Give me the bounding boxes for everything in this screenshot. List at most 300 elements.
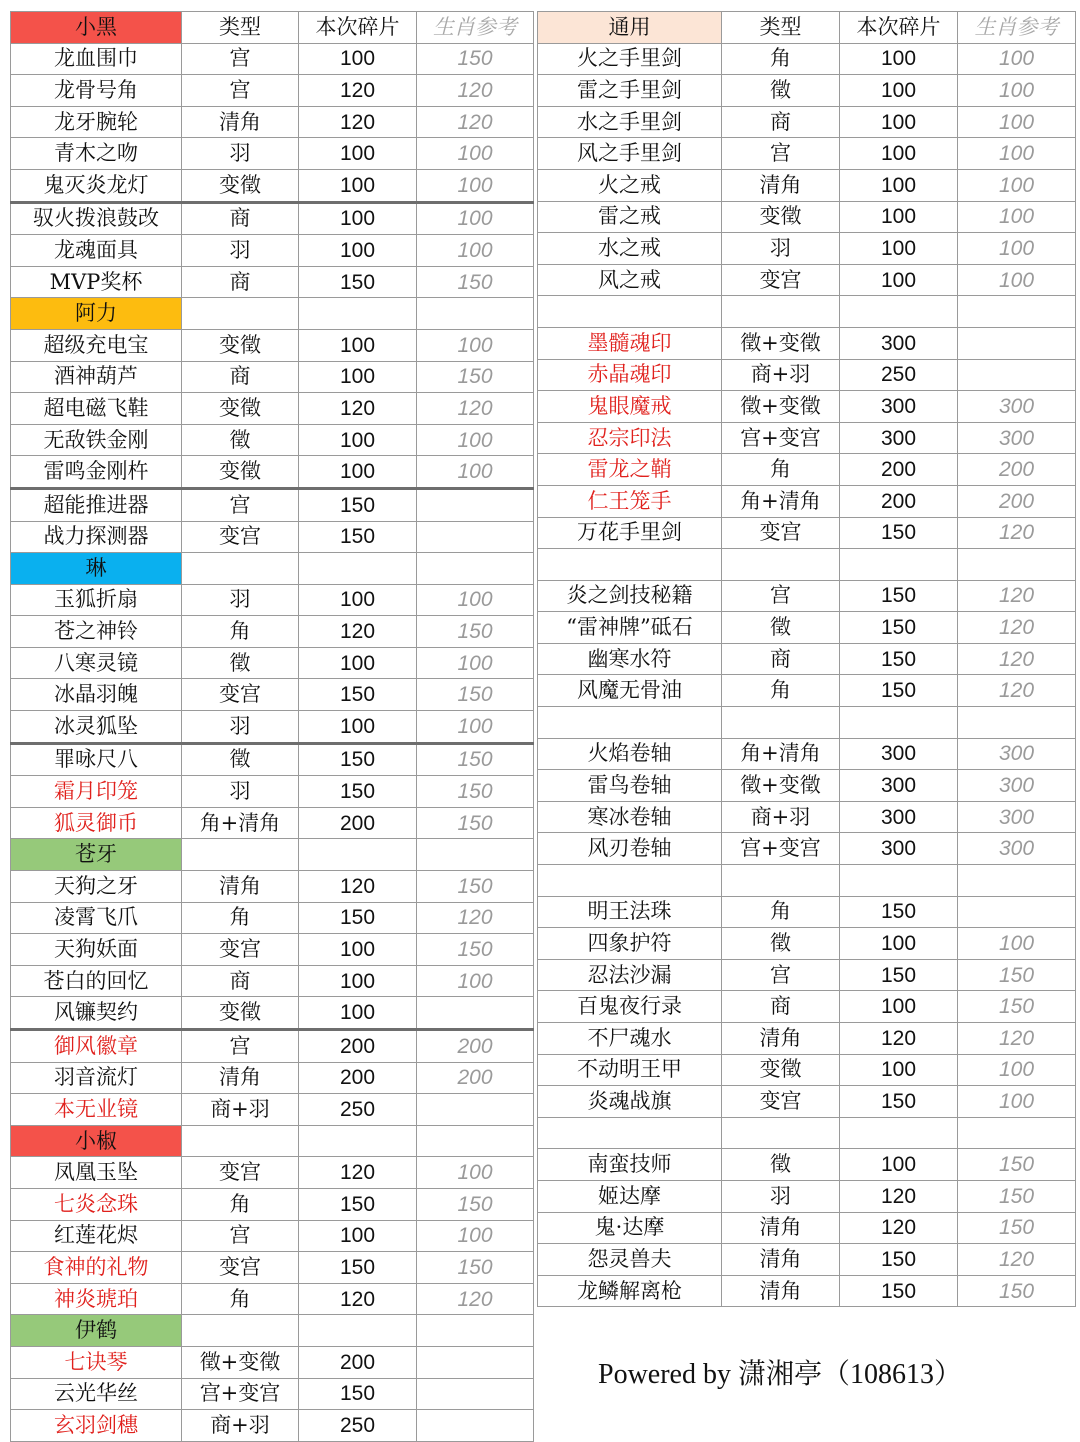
item-reference: 150: [417, 1188, 534, 1220]
item-reference: 120: [417, 902, 534, 934]
table-row: [11, 424, 534, 456]
item-reference: 100: [958, 106, 1076, 138]
item-reference: [958, 327, 1076, 359]
item-name: 不尸魂水: [538, 1023, 722, 1055]
item-name: 凌霄飞爪: [11, 902, 182, 934]
item-reference: [417, 521, 534, 553]
table-row: [538, 201, 1076, 233]
item-type: 商: [182, 266, 299, 298]
item-reference: 100: [417, 456, 534, 489]
item-type: 变宫: [182, 679, 299, 711]
item-name: 仁王笼手: [538, 485, 722, 517]
item-reference: 120: [958, 517, 1076, 549]
item-name: 鬼灭炎龙灯: [11, 169, 182, 202]
item-reference: 150: [417, 679, 534, 711]
table-row: [538, 233, 1076, 265]
column-header-count: 本次碎片: [840, 12, 958, 44]
item-count: 120: [299, 393, 417, 425]
item-name: 风刃卷轴: [538, 833, 722, 865]
column-header-reference: [417, 553, 534, 585]
table-row: [11, 202, 534, 235]
item-count: 120: [299, 616, 417, 648]
item-type: 羽: [182, 711, 299, 744]
item-type: 宫: [182, 1220, 299, 1252]
item-name: 狐灵御币: [11, 807, 182, 839]
section-header-row: [11, 839, 534, 871]
table-row: [538, 296, 1076, 328]
item-name: 罪咏尺八: [11, 743, 182, 776]
item-reference: [958, 896, 1076, 928]
item-count: 100: [299, 934, 417, 966]
column-header-type: [182, 298, 299, 330]
item-type: 角: [182, 616, 299, 648]
item-reference: [417, 488, 534, 521]
item-type: 宫+变宫: [182, 1378, 299, 1410]
table-row: [11, 1062, 534, 1094]
item-name: [538, 296, 722, 328]
item-count: 150: [840, 612, 958, 644]
item-reference: 150: [417, 616, 534, 648]
column-header-type: 类型: [182, 12, 299, 44]
item-reference: 150: [958, 991, 1076, 1023]
item-count: 200: [840, 485, 958, 517]
item-name: 寒冰卷轴: [538, 801, 722, 833]
item-type: 变徵: [722, 201, 840, 233]
item-type: 变宫: [722, 264, 840, 296]
item-reference: 100: [417, 584, 534, 616]
item-count: [840, 865, 958, 897]
table-row: [11, 934, 534, 966]
column-header-reference: 生肖参考: [958, 12, 1076, 44]
item-type: 变宫: [182, 521, 299, 553]
item-type: 商: [182, 361, 299, 393]
item-type: 角: [722, 454, 840, 486]
column-header-type: [182, 553, 299, 585]
column-header-count: 本次碎片: [299, 12, 417, 44]
table-row: [538, 264, 1076, 296]
item-count: 150: [299, 902, 417, 934]
table-row: [538, 106, 1076, 138]
item-type: 羽: [182, 138, 299, 170]
column-header-type: [182, 1315, 299, 1347]
item-count: 100: [840, 169, 958, 201]
table-row: [11, 43, 534, 75]
item-name: 龙魂面具: [11, 235, 182, 267]
table-row: [11, 488, 534, 521]
table-row: [538, 549, 1076, 581]
item-type: 徵+变徵: [722, 770, 840, 802]
section-header-row: [11, 553, 534, 585]
item-count: 100: [299, 456, 417, 489]
item-name: 八寒灵镜: [11, 647, 182, 679]
item-type: 变徵: [182, 456, 299, 489]
table-row: [538, 612, 1076, 644]
item-name: 风镰契约: [11, 997, 182, 1030]
item-type: 宫+变宫: [722, 833, 840, 865]
item-count: 100: [299, 1220, 417, 1252]
item-count: 300: [840, 327, 958, 359]
item-reference: 150: [958, 959, 1076, 991]
item-count: 100: [840, 43, 958, 75]
table-row: [11, 965, 534, 997]
section-title: 琳: [11, 553, 182, 585]
item-reference: [958, 359, 1076, 391]
item-reference: 150: [417, 1252, 534, 1284]
item-name: 水之戒: [538, 233, 722, 265]
item-reference: [417, 1410, 534, 1442]
item-name: 火之戒: [538, 169, 722, 201]
item-type: [722, 296, 840, 328]
item-reference: 150: [417, 43, 534, 75]
item-type: 清角: [182, 1062, 299, 1094]
item-name: “雷神牌”砥石: [538, 612, 722, 644]
item-name: 姬达摩: [538, 1180, 722, 1212]
item-count: 300: [840, 738, 958, 770]
table-row: [538, 327, 1076, 359]
item-name: 战力探测器: [11, 521, 182, 553]
item-type: 商: [722, 991, 840, 1023]
table-row: [538, 1117, 1076, 1149]
table-row: [11, 106, 534, 138]
item-type: 变徵: [722, 1054, 840, 1086]
item-name: 万花手里剑: [538, 517, 722, 549]
item-reference: 150: [958, 1180, 1076, 1212]
table-row: [11, 361, 534, 393]
column-header-type: [182, 839, 299, 871]
table-row: [538, 1023, 1076, 1055]
item-count: 100: [299, 424, 417, 456]
item-count: 100: [840, 75, 958, 107]
item-type: 羽: [722, 1180, 840, 1212]
item-reference: 100: [417, 711, 534, 744]
item-name: 驭火拨浪鼓改: [11, 202, 182, 235]
item-name: 苍之神铃: [11, 616, 182, 648]
table-row: [538, 1275, 1076, 1307]
item-reference: 120: [417, 75, 534, 107]
item-type: 变宫: [722, 517, 840, 549]
item-reference: 100: [417, 1157, 534, 1189]
item-type: 商+羽: [182, 1410, 299, 1442]
item-name: [538, 549, 722, 581]
item-reference: 120: [958, 643, 1076, 675]
item-count: 100: [299, 965, 417, 997]
item-reference: 300: [958, 801, 1076, 833]
item-name: 四象护符: [538, 928, 722, 960]
item-type: 徵: [722, 75, 840, 107]
item-type: 商+羽: [722, 359, 840, 391]
item-name: 火焰卷轴: [538, 738, 722, 770]
item-type: 宫: [722, 580, 840, 612]
item-count: 120: [299, 1157, 417, 1189]
item-name: [538, 865, 722, 897]
item-reference: [958, 865, 1076, 897]
item-type: 羽: [182, 235, 299, 267]
item-reference: 100: [958, 169, 1076, 201]
item-type: 变宫: [182, 1157, 299, 1189]
item-name: 超能推进器: [11, 488, 182, 521]
table-row: [11, 1283, 534, 1315]
item-name: 超电磁飞鞋: [11, 393, 182, 425]
item-count: 250: [299, 1094, 417, 1126]
section-title: 苍牙: [11, 839, 182, 871]
item-type: 商+羽: [722, 801, 840, 833]
item-type: 变宫: [182, 934, 299, 966]
item-type: 角: [182, 1188, 299, 1220]
section-title: 小黑: [11, 12, 182, 44]
column-header-reference: [417, 298, 534, 330]
table-row: [11, 997, 534, 1030]
item-type: 清角: [722, 1244, 840, 1276]
item-type: 羽: [722, 233, 840, 265]
item-name: 龙鳞解离枪: [538, 1275, 722, 1307]
item-reference: 100: [958, 264, 1076, 296]
item-count: 150: [840, 959, 958, 991]
item-count: 150: [299, 679, 417, 711]
item-count: [840, 707, 958, 739]
item-type: 宫: [722, 959, 840, 991]
item-count: 100: [299, 997, 417, 1030]
item-count: 100: [840, 991, 958, 1023]
table-row: [11, 743, 534, 776]
item-count: 150: [299, 743, 417, 776]
item-name: 天狗之牙: [11, 871, 182, 903]
item-name: 风之戒: [538, 264, 722, 296]
item-name: 明王法珠: [538, 896, 722, 928]
table-row: [538, 485, 1076, 517]
item-count: 100: [299, 584, 417, 616]
item-name: 玉狐折扇: [11, 584, 182, 616]
table-row: [538, 865, 1076, 897]
item-name: 忍宗印法: [538, 422, 722, 454]
item-reference: 120: [417, 106, 534, 138]
item-reference: 150: [417, 807, 534, 839]
item-count: [840, 549, 958, 581]
item-type: 变徵: [182, 393, 299, 425]
item-type: 清角: [182, 871, 299, 903]
item-reference: 100: [417, 424, 534, 456]
item-reference: 200: [958, 485, 1076, 517]
section-header-row: [11, 1315, 534, 1347]
item-count: 120: [840, 1212, 958, 1244]
item-reference: 100: [958, 75, 1076, 107]
column-header-reference: [417, 1315, 534, 1347]
item-count: 300: [840, 422, 958, 454]
item-name: 鬼眼魔戒: [538, 391, 722, 423]
item-reference: 150: [417, 743, 534, 776]
item-name: 本无业镜: [11, 1094, 182, 1126]
item-count: 150: [299, 266, 417, 298]
item-reference: 150: [958, 1212, 1076, 1244]
item-reference: 100: [417, 965, 534, 997]
section-title: 伊鹤: [11, 1315, 182, 1347]
item-type: 角: [722, 896, 840, 928]
table-row: [538, 517, 1076, 549]
item-name: 雷龙之鞘: [538, 454, 722, 486]
item-type: 徵+变徵: [182, 1346, 299, 1378]
item-name: 玄羽剑穗: [11, 1410, 182, 1442]
section-title: 小椒: [11, 1125, 182, 1157]
item-type: [722, 549, 840, 581]
item-count: 100: [840, 1149, 958, 1181]
item-name: 七诀琴: [11, 1346, 182, 1378]
item-count: 150: [840, 1275, 958, 1307]
item-count: 150: [299, 488, 417, 521]
item-type: 清角: [182, 106, 299, 138]
item-type: 徵: [722, 612, 840, 644]
item-count: 300: [840, 770, 958, 802]
item-count: 100: [840, 106, 958, 138]
powered-by-footer: Powered by 潇湘亭（108613）: [598, 1359, 962, 1390]
item-name: 霜月印笼: [11, 776, 182, 808]
item-reference: 120: [958, 580, 1076, 612]
item-type: 徵: [182, 424, 299, 456]
table-row: [538, 1054, 1076, 1086]
item-count: 150: [299, 776, 417, 808]
item-type: 商+羽: [182, 1094, 299, 1126]
item-reference: 120: [958, 612, 1076, 644]
item-reference: 200: [958, 454, 1076, 486]
item-type: 商: [722, 106, 840, 138]
item-name: 羽音流灯: [11, 1062, 182, 1094]
item-count: 150: [299, 1378, 417, 1410]
item-count: 150: [299, 521, 417, 553]
item-count: 100: [299, 711, 417, 744]
item-name: 幽寒水符: [538, 643, 722, 675]
table-row: [11, 1188, 534, 1220]
item-name: 酒神葫芦: [11, 361, 182, 393]
item-count: 150: [840, 517, 958, 549]
item-type: 宫+变宫: [722, 422, 840, 454]
table-row: [538, 580, 1076, 612]
item-reference: 120: [958, 1023, 1076, 1055]
item-type: 宫: [182, 75, 299, 107]
item-type: 角: [722, 675, 840, 707]
item-count: 200: [299, 1030, 417, 1063]
table-row: [538, 959, 1076, 991]
item-reference: 300: [958, 391, 1076, 423]
item-name: 凤凰玉坠: [11, 1157, 182, 1189]
item-name: MVP奖杯: [11, 266, 182, 298]
table-row: [538, 707, 1076, 739]
item-reference: 120: [417, 1283, 534, 1315]
item-count: 100: [299, 138, 417, 170]
item-reference: 150: [958, 1149, 1076, 1181]
item-count: 300: [840, 391, 958, 423]
item-name: 冰灵狐坠: [11, 711, 182, 744]
table-row: [11, 1252, 534, 1284]
item-reference: 100: [958, 233, 1076, 265]
table-row: [538, 43, 1076, 75]
item-type: 徵: [182, 743, 299, 776]
table-row: [538, 422, 1076, 454]
item-count: 120: [840, 1023, 958, 1055]
item-reference: 120: [958, 1244, 1076, 1276]
table-row: [538, 928, 1076, 960]
item-reference: 300: [958, 770, 1076, 802]
item-name: 食神的礼物: [11, 1252, 182, 1284]
item-type: 徵: [182, 647, 299, 679]
section-header-row: [11, 1125, 534, 1157]
table-row: [11, 1094, 534, 1126]
column-header-type: 类型: [722, 12, 840, 44]
item-name: 云光华丝: [11, 1378, 182, 1410]
item-reference: 200: [417, 1062, 534, 1094]
table-row: [11, 235, 534, 267]
table-row: [11, 776, 534, 808]
table-row: [538, 833, 1076, 865]
item-reference: 100: [417, 647, 534, 679]
item-count: 200: [299, 1346, 417, 1378]
item-type: 宫: [182, 488, 299, 521]
table-row: [11, 711, 534, 744]
column-header-count: [299, 1125, 417, 1157]
item-type: 宫: [182, 1030, 299, 1063]
table-row: [11, 902, 534, 934]
item-name: 龙骨号角: [11, 75, 182, 107]
item-name: 火之手里剑: [538, 43, 722, 75]
table-row: [11, 1378, 534, 1410]
table-row: [538, 169, 1076, 201]
item-type: 徵+变徵: [722, 391, 840, 423]
item-type: [722, 865, 840, 897]
item-type: 变宫: [722, 1086, 840, 1118]
item-reference: [417, 1378, 534, 1410]
item-name: 七炎念珠: [11, 1188, 182, 1220]
item-name: 雷之手里剑: [538, 75, 722, 107]
item-count: 100: [840, 233, 958, 265]
item-reference: 100: [417, 169, 534, 202]
item-count: 120: [299, 106, 417, 138]
table-row: [11, 807, 534, 839]
table-row: [11, 584, 534, 616]
item-count: 150: [840, 1244, 958, 1276]
item-type: 清角: [722, 169, 840, 201]
left-table: [10, 11, 534, 1442]
item-count: 100: [299, 235, 417, 267]
item-name: [538, 1117, 722, 1149]
item-count: 150: [299, 1188, 417, 1220]
column-header-count: [299, 553, 417, 585]
item-reference: [958, 707, 1076, 739]
section-header-row: [538, 12, 1076, 44]
item-type: 羽: [182, 584, 299, 616]
item-name: 天狗妖面: [11, 934, 182, 966]
item-reference: [958, 549, 1076, 581]
item-count: 120: [840, 1180, 958, 1212]
item-name: 炎之剑技秘籍: [538, 580, 722, 612]
table-row: [11, 169, 534, 202]
item-count: 150: [299, 1252, 417, 1284]
item-type: 清角: [722, 1212, 840, 1244]
item-name: 百鬼夜行录: [538, 991, 722, 1023]
item-reference: 200: [417, 1030, 534, 1063]
item-count: 250: [299, 1410, 417, 1442]
table-row: [538, 675, 1076, 707]
item-type: 角: [182, 902, 299, 934]
item-count: 100: [299, 647, 417, 679]
item-name: [538, 707, 722, 739]
item-name: 怨灵兽夫: [538, 1244, 722, 1276]
item-count: 120: [299, 871, 417, 903]
item-name: 水之手里剑: [538, 106, 722, 138]
item-reference: [958, 296, 1076, 328]
item-reference: 120: [417, 393, 534, 425]
column-header-count: [299, 1315, 417, 1347]
table-row: [538, 896, 1076, 928]
table-row: [538, 1149, 1076, 1181]
table-row: [11, 75, 534, 107]
table-row: [538, 991, 1076, 1023]
